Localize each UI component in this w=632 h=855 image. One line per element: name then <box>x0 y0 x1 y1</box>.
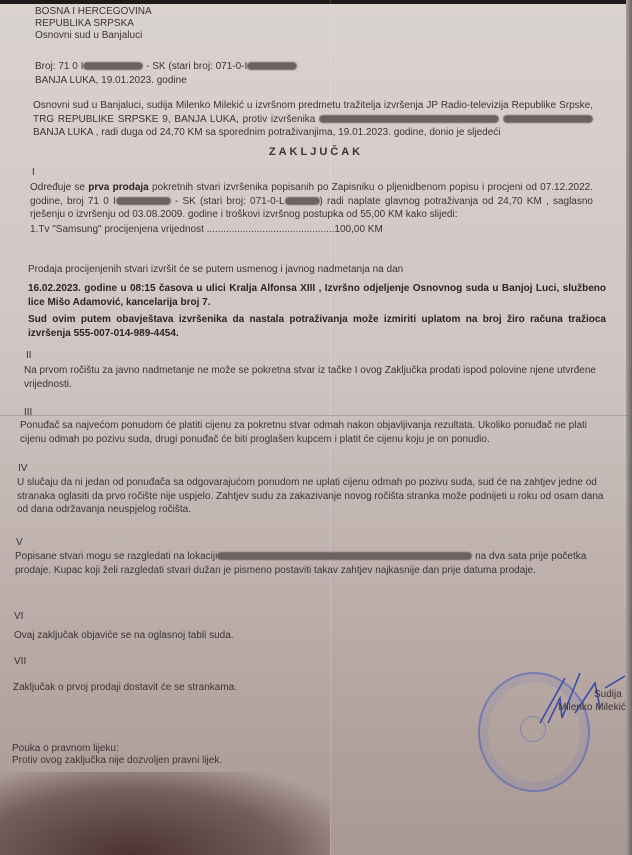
section-number: V <box>16 537 23 548</box>
redaction <box>319 115 499 123</box>
text: ) radi naplate glavnog potraživanja od 24,70 KM , saglasno rješenju o izvršenju od 03.08.2009. godine i troškovi izvršnog postupka od 55,00 KM kako slijedi: <box>30 195 593 220</box>
legal-remedy <box>12 743 222 767</box>
header-country: BOSNA I HERCEGOVINA <box>35 6 152 17</box>
section-number: III <box>24 407 33 418</box>
section-6-text: Ovaj zaključak objaviće se na oglasnoj tabli suda. <box>14 630 234 641</box>
bold-text: prva prodaja <box>88 182 149 193</box>
section-7-text: Zaključak o prvoj prodaji dostavit će se strankama. <box>13 682 237 693</box>
intro-paragraph <box>33 99 593 140</box>
case-number-prefix: Broj: 71 0 I <box>35 61 84 72</box>
section-number: VII <box>14 656 27 667</box>
text: na dva sata prije početka prodaje. Kupac koji želi razgledati stvari dužan je pismeno postaviti takav zahtjev najkasnije dan prije datuma prodaje. <box>15 551 587 576</box>
sale-when: 16.02.2023. godine u 08:15 časova u ulici Kralja Alfonsa XIII , Izvršno odjeljenje Osnovnog suda u Banjoj Luci, službeno lice Mišo Adamović, kancelarija broj 7. <box>28 283 606 308</box>
place-date: BANJA LUKA, 19.01.2023. godine <box>35 74 187 86</box>
item-line: 1.Tv "Samsung" procijenjena vrijednost ..............................................100,00 KM <box>30 224 383 235</box>
section-2-text: Na prvom ročištu za javno nadmetanje ne može se pokretna stvar iz tačke I ovog Zaključka prodati ispod polovine njene utvrđene vrijednosti. <box>24 365 596 390</box>
hand-shadow <box>0 772 330 855</box>
signer-name: Milenko Milekić <box>558 702 626 713</box>
signer-role: Sudija <box>594 689 622 700</box>
section-5-paragraph <box>15 550 615 577</box>
redaction <box>247 62 297 70</box>
redaction <box>285 197 320 205</box>
section-4-text: U slučaju da ni jedan od ponuđača sa odgovarajućom ponudom ne uplati cijenu odmah po pozivu suda, sud će na zahtjev jedne od stranaka oglasiti da prvo ročište nije uspjelo. Zahtjev sudu za zakazivanje novog ročišta stranka može podnijeti u roku od osam dana od dana održavanja neuspjelog ročišta. <box>17 477 604 515</box>
text: Popisane stvari mogu se razgledati na lokaciji <box>15 551 218 562</box>
paper-fold <box>0 415 632 416</box>
section-number: II <box>26 350 32 361</box>
intro-text-1: Osnovni sud u Banjaluci, sudija Milenko Milekić u izvršnom predmetu tražitelja izvršenja JP Radio-televizija Republike Srpske, TRG REPUBLIKE SRPSKE 9, BANJA LUKA, protiv izvršenika <box>33 100 593 125</box>
section-1-paragraph <box>30 181 593 222</box>
section-number: VI <box>14 611 24 622</box>
redaction <box>503 115 593 123</box>
case-number <box>35 60 297 87</box>
redaction <box>217 552 472 560</box>
remedy-text: Protiv ovog zaključka nije dozvoljen pravni lijek. <box>12 755 223 766</box>
redaction <box>83 62 143 70</box>
header-court: Osnovni sud u Banjaluci <box>35 30 143 41</box>
header-entity: REPUBLIKA SRPSKA <box>35 18 134 29</box>
text: pokretnih stvari izvršenika popisanih po Zapisniku o pljenidbenom popisu i procjeni od 07.12.2022. godine, broj 71 0 I <box>30 182 593 207</box>
court-header <box>35 6 152 42</box>
top-edge <box>0 0 632 4</box>
text: - SK (stari broj: 071-0-L <box>170 195 285 207</box>
section-number: I <box>32 167 35 178</box>
section-3-text: Ponuđač sa najvećom ponudom će platiti cijenu za pokretnu stvar odmah nakon objavljivanja rezultata. Ukoliko ponuđač ne plati cijenu odmah po pozivu suda, drugi ponuđač će biti proglašen kupcem i platit će cijenu koju je on ponudio. <box>20 420 588 445</box>
payment-notice: Sud ovim putem obavještava izvršenika da nastala potraživanja može izmiriti uplatom na broj žiro računa tražioca izvršenja 555-007-014-989-4454. <box>28 314 606 339</box>
redaction <box>116 197 171 205</box>
text: Određuje se <box>30 182 89 193</box>
case-number-old: - SK (stari broj: 071-0-I <box>143 61 248 72</box>
document-title: ZAKLJUČAK <box>268 146 364 158</box>
section-number: IV <box>18 463 28 474</box>
intro-text-2: BANJA LUKA , radi duga od 24,70 KM sa sporednim potraživanjima, 19.01.2023. godine, donio je sljedeći <box>33 127 501 138</box>
sale-text: Prodaja procijenjenih stvari izvršit će se putem usmenog i javnog nadmetanja na dan <box>28 264 404 275</box>
remedy-title: Pouka o pravnom lijeku: <box>12 743 119 754</box>
